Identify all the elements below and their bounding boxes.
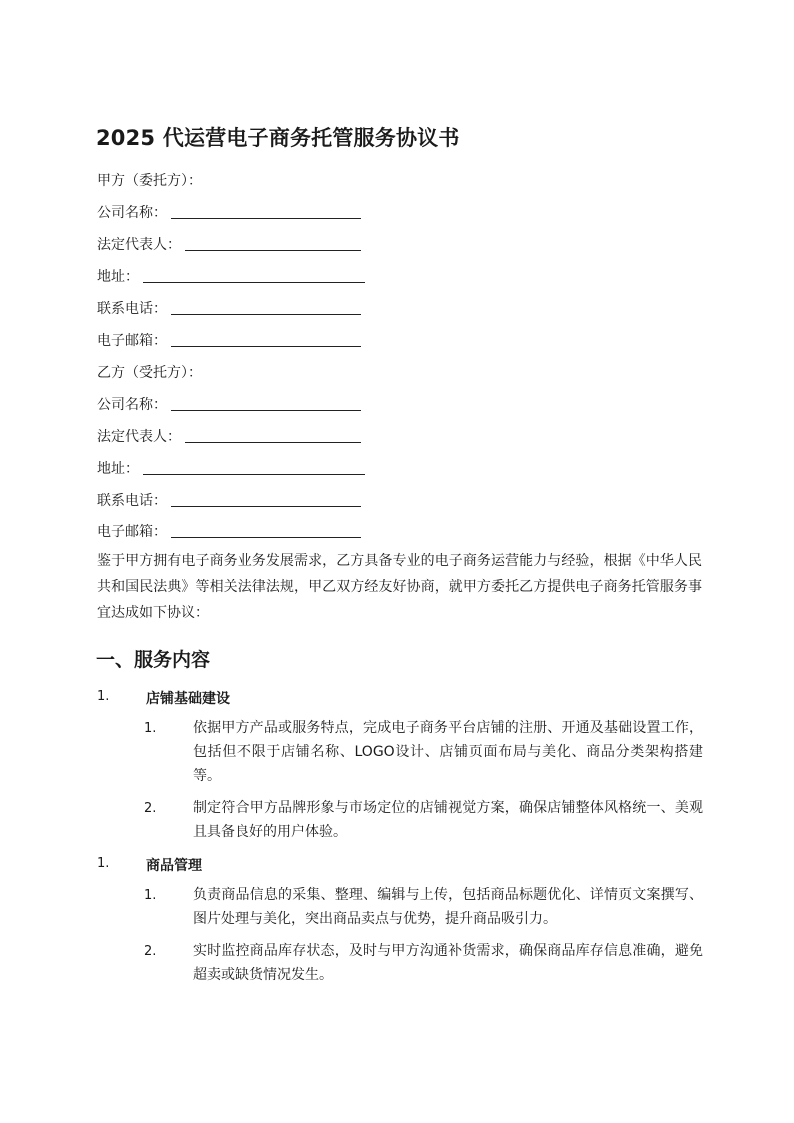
field-label: 地址： — [97, 269, 139, 285]
blank-line — [171, 505, 361, 507]
subsection-title: 店铺基础建设 — [146, 691, 230, 707]
list-item-text: 负责商品信息的采集、整理、编辑与上传，包括商品标题优化、详情页文案撰写、图片处理与美化，突出商品卖点与优势，提升商品吸引力。 — [193, 887, 703, 927]
party-b-company-name-field — [97, 394, 361, 414]
blank-line — [171, 536, 361, 538]
list-item-number: 2. — [144, 944, 157, 959]
list-item-number: 1. — [144, 721, 157, 736]
party-b-email-field — [97, 521, 361, 541]
party-b-address-field — [97, 458, 365, 478]
blank-line — [171, 313, 361, 315]
subsection-number: 1. — [97, 689, 110, 704]
party-a-company-name-field — [97, 202, 361, 222]
party-a-heading: 甲方（委托方）： — [97, 173, 202, 189]
party-b-phone-field — [97, 490, 361, 510]
blank-line — [171, 409, 361, 411]
blank-line — [185, 249, 361, 251]
blank-line — [171, 345, 361, 347]
intro-paragraph: 鉴于甲方拥有电子商务业务发展需求，乙方具备专业的电子商务运营能力与经验，根据《中华人民共和国民法典》等相关法律法规，甲乙双方经友好协商，就甲方委托乙方提供电子商务托管服务事宜达成如下协议： — [97, 553, 702, 621]
party-a-legal-rep-field — [97, 234, 361, 254]
party-a-email-field — [97, 330, 361, 350]
field-label: 公司名称： — [97, 397, 167, 413]
list-item-text: 实时监控商品库存状态，及时与甲方沟通补货需求，确保商品库存信息准确，避免超卖或缺货情况发生。 — [193, 943, 703, 983]
field-label: 联系电话： — [97, 301, 167, 317]
subsection-title: 商品管理 — [146, 858, 202, 874]
document-title: 2025 代运营电子商务托管服务协议书 — [96, 126, 460, 150]
party-b-heading: 乙方（受托方）： — [97, 365, 202, 381]
blank-line — [143, 281, 365, 283]
field-label: 联系电话： — [97, 493, 167, 509]
section-heading: 一、服务内容 — [96, 649, 211, 671]
party-a-address-field — [97, 266, 365, 286]
field-label: 电子邮箱： — [97, 524, 167, 540]
party-a-phone-field — [97, 298, 361, 318]
list-item-number: 1. — [144, 888, 157, 903]
field-label: 地址： — [97, 461, 139, 477]
list-item-number: 2. — [144, 801, 157, 816]
list-item-text: 制定符合甲方品牌形象与市场定位的店铺视觉方案，确保店铺整体风格统一、美观且具备良好的用户体验。 — [193, 800, 703, 840]
blank-line — [143, 473, 365, 475]
list-item-text: 依据甲方产品或服务特点，完成电子商务平台店铺的注册、开通及基础设置工作，包括但不限于店铺名称、LOGO设计、店铺页面布局与美化、商品分类架构搭建等。 — [193, 720, 703, 784]
blank-line — [171, 217, 361, 219]
field-label: 电子邮箱： — [97, 333, 167, 349]
field-label: 法定代表人： — [97, 237, 181, 253]
subsection-number: 1. — [97, 856, 110, 871]
party-b-legal-rep-field — [97, 426, 361, 446]
field-label: 公司名称： — [97, 205, 167, 221]
field-label: 法定代表人： — [97, 429, 181, 445]
blank-line — [185, 441, 361, 443]
